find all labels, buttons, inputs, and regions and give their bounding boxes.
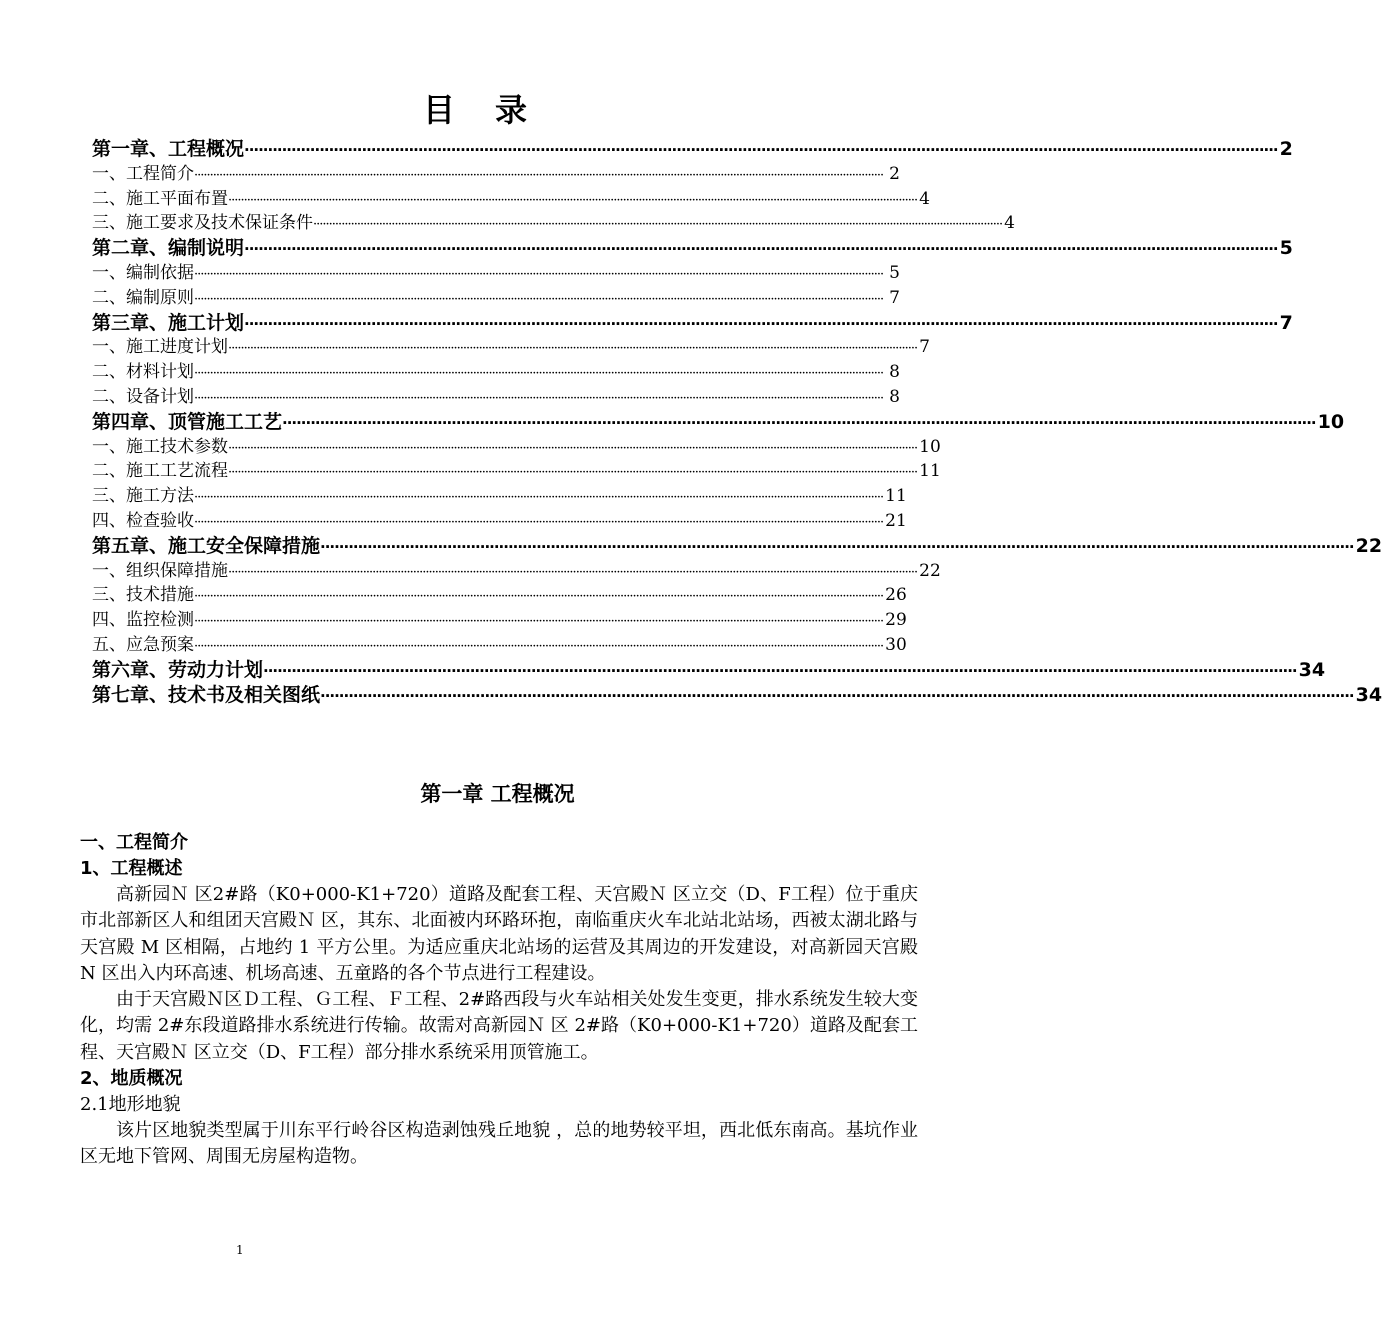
toc-entry-page: 22	[919, 560, 941, 581]
toc-entry[interactable]	[92, 559, 941, 584]
toc-entry-page: 4	[919, 188, 930, 209]
toc-leader-dots: ····························································································································································································································	[228, 564, 918, 580]
toc-entry[interactable]	[92, 608, 907, 633]
toc-entry-label: 三、施工方法	[92, 486, 194, 507]
toc-entry-page: 34	[1355, 683, 1382, 706]
toc-entry-page: 22	[1355, 534, 1382, 557]
toc-entry[interactable]	[92, 335, 930, 360]
toc-entry[interactable]	[92, 583, 907, 608]
subsection-title: 1、工程概述	[80, 858, 183, 879]
toc-entry[interactable]	[92, 459, 941, 484]
toc-leader-dots: ····························································································································································································································	[313, 217, 1003, 233]
toc-entry-label: 一、施工技术参数	[92, 436, 228, 457]
toc-entry-page: 7	[919, 337, 930, 358]
toc-entry-label: 第四章、顶管施工工艺	[92, 410, 283, 433]
toc-entry[interactable]	[92, 360, 900, 385]
toc-entry[interactable]	[92, 534, 1382, 559]
toc-entry[interactable]	[92, 236, 1293, 261]
toc-entry-label: 第五章、施工安全保障措施	[92, 534, 321, 557]
toc-leader-dots: ····························································································································································································································	[228, 440, 918, 456]
toc-entry-page: 5	[1279, 237, 1293, 260]
toc-entry[interactable]	[92, 683, 1382, 708]
toc-entry[interactable]	[92, 509, 907, 534]
toc-entry-label: 一、组织保障措施	[92, 560, 228, 581]
toc-entry[interactable]	[92, 633, 907, 658]
toc-entry-page: 8	[889, 386, 900, 407]
toc-entry-page: 26	[885, 585, 907, 606]
toc-leader-dots: ····························································································································································································································	[228, 341, 918, 357]
toc-entry-label: 四、监控检测	[92, 610, 194, 631]
toc-entry[interactable]	[92, 187, 930, 212]
toc-leader-dots: ····························································································································································································································	[194, 366, 884, 382]
toc-entry[interactable]	[92, 435, 941, 460]
toc-entry-label: 一、编制依据	[92, 262, 194, 283]
toc-entry-label: 第一章、工程概况	[92, 138, 245, 160]
paragraph: 由于天宫殿Ｎ区Ｄ工程、Ｇ工程、Ｆ工程、2#路西段与火车站相关处发生变更，排水系统发生较大变化，均需 2#东段道路排水系统进行传输。故需对高新园Ｎ 区 2#路（K0+000-K1+720）道路及配套工程、天宫殿Ｎ 区立交（D、F工程）部分排水系统采用顶管施工。	[80, 989, 918, 1063]
toc-entry[interactable]	[92, 261, 900, 286]
toc-entry-label: 二、材料计划	[92, 362, 194, 383]
table-of-contents	[92, 137, 1382, 707]
toc-leader-dots: ····························································································································································································································	[194, 514, 884, 530]
paragraph: 高新园Ｎ 区2#路（K0+000-K1+720）道路及配套工程、天宫殿Ｎ 区立交（D、F工程）位于重庆市北部新区人和组团天宫殿Ｎ 区，其东、北面被内环路环抱，南临重庆火车北站北站场，西被太湖北路与天宫殿 M 区相隔，占地约 1 平方公里。为适应重庆北站场的运营及其周边的开发建设，对高新园天宫殿 N 区出入内环高速、机场高速、五童路的各个节点进行工程建设。	[80, 884, 918, 984]
toc-leader-dots: ····························································································································································································································	[194, 490, 884, 506]
toc-leader-dots: ····························································································································································································································	[320, 686, 1354, 705]
section-title: 一、工程简介	[80, 832, 188, 853]
toc-leader-dots: ····························································································································································································································	[320, 537, 1354, 556]
toc-leader-dots: ····························································································································································································································	[194, 167, 884, 183]
subsection-title: 2、地质概况	[80, 1068, 183, 1090]
toc-entry-page: 10	[1317, 410, 1345, 433]
toc-entry-label: 一、施工进度计划	[92, 337, 228, 358]
toc-leader-dots: ····························································································································································································································	[228, 465, 918, 481]
toc-title: 目录	[422, 91, 567, 129]
toc-leader-dots: ····························································································································································································································	[194, 291, 884, 307]
toc-entry-page: 2	[889, 163, 900, 184]
toc-entry-page: 21	[885, 510, 907, 531]
toc-leader-dots: ····························································································································································································································	[263, 661, 1297, 680]
toc-entry-page: 2	[1279, 138, 1293, 160]
toc-leader-dots: ····························································································································································································································	[194, 390, 884, 406]
toc-entry-page: 11	[885, 486, 907, 507]
toc-entry-page: 10	[919, 436, 941, 457]
toc-leader-dots: ····························································································································································································································	[244, 141, 1278, 159]
toc-leader-dots: ····························································································································································································································	[228, 192, 918, 208]
toc-entry[interactable]	[92, 211, 1015, 236]
toc-entry-page: 30	[885, 634, 907, 655]
toc-entry-page: 29	[885, 610, 907, 631]
toc-leader-dots: ····························································································································································································································	[194, 266, 884, 282]
toc-entry-label: 一、工程简介	[92, 163, 194, 184]
toc-entry-page: 11	[919, 461, 941, 482]
toc-entry-label: 第六章、劳动力计划	[92, 658, 264, 681]
toc-entry-label: 四、检查验收	[92, 510, 194, 531]
toc-entry[interactable]	[92, 658, 1326, 683]
paragraph: 该片区地貌类型属于川东平行岭谷区构造剥蚀残丘地貌 ，总的地势较平坦，西北低东南高。基坑作业区无地下管网、周围无房屋构造物。	[80, 1120, 918, 1168]
toc-entry-label: 五、应急预案	[92, 634, 194, 655]
toc-entry-page: 5	[889, 262, 900, 283]
toc-entry-label: 第三章、施工计划	[92, 311, 245, 334]
toc-leader-dots: ····························································································································································································································	[282, 413, 1316, 432]
subsubsection-title: 2.1地形地貌	[80, 1094, 181, 1116]
toc-entry[interactable]	[92, 162, 900, 187]
page-number: 1	[236, 1243, 244, 1257]
chapter-heading: 第一章 工程概况	[420, 782, 575, 806]
toc-leader-dots: ····························································································································································································································	[194, 614, 884, 630]
toc-entry[interactable]	[92, 286, 900, 311]
chapter-body	[80, 830, 918, 1171]
toc-entry-label: 第七章、技术书及相关图纸	[92, 683, 321, 706]
toc-entry-label: 三、技术措施	[92, 585, 194, 606]
toc-leader-dots: ····························································································································································································································	[244, 240, 1278, 259]
toc-entry[interactable]	[92, 385, 900, 410]
toc-entry-page: 8	[889, 362, 900, 383]
toc-leader-dots: ····························································································································································································································	[194, 638, 884, 654]
toc-entry-label: 二、设备计划	[92, 386, 194, 407]
toc-entry-page: 7	[1279, 311, 1293, 334]
toc-entry-page: 34	[1298, 658, 1326, 681]
toc-leader-dots: ····························································································································································································································	[194, 589, 884, 605]
toc-entry[interactable]	[92, 311, 1293, 336]
toc-entry-page: 4	[1004, 213, 1015, 234]
toc-entry-label: 二、施工平面布置	[92, 188, 228, 209]
toc-entry-label: 第二章、编制说明	[92, 237, 245, 260]
toc-entry[interactable]	[92, 137, 1293, 162]
toc-entry-label: 二、施工工艺流程	[92, 461, 228, 482]
toc-entry-label: 二、编制原则	[92, 287, 194, 308]
toc-leader-dots: ····························································································································································································································	[244, 314, 1278, 333]
toc-entry-page: 7	[889, 287, 900, 308]
toc-entry-label: 三、施工要求及技术保证条件	[92, 213, 313, 234]
toc-entry[interactable]	[92, 410, 1345, 435]
toc-entry[interactable]	[92, 484, 907, 509]
